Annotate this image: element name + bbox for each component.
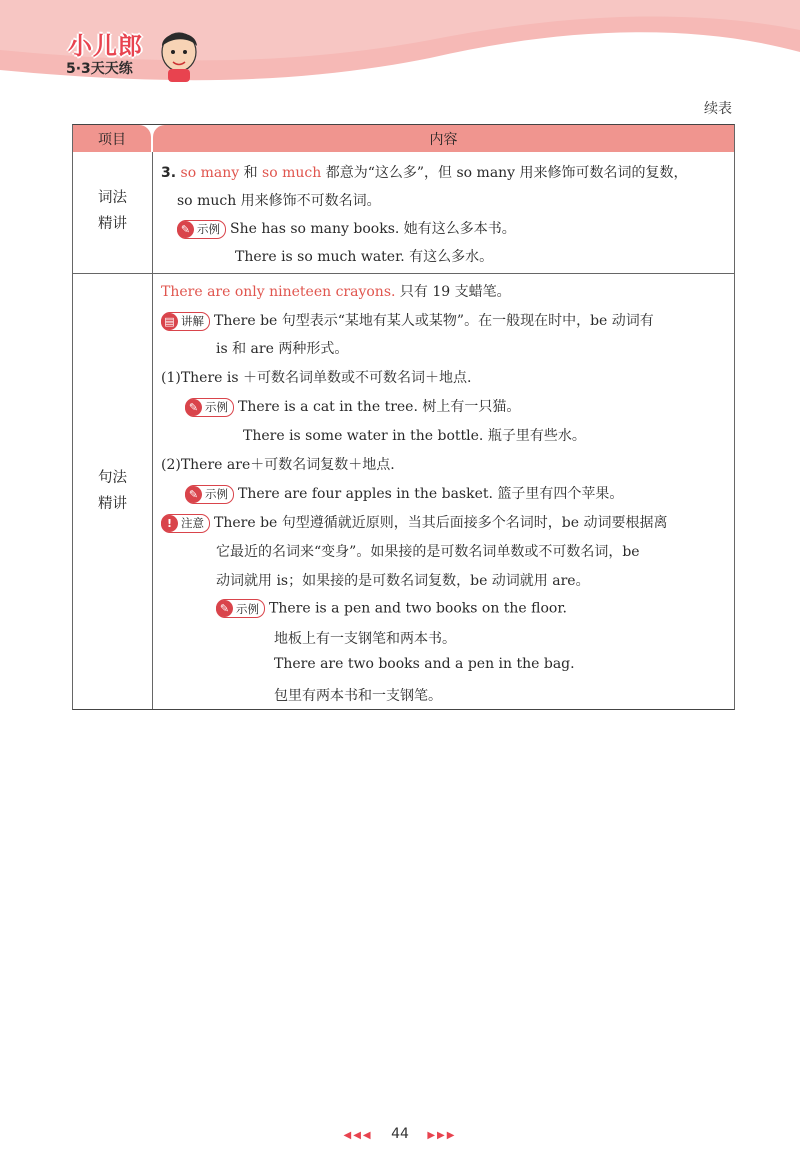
note-tag bbox=[161, 514, 210, 533]
page-number: 44 bbox=[391, 1126, 409, 1142]
header-content: 内容 bbox=[153, 125, 734, 152]
column-divider bbox=[152, 152, 153, 709]
continued-label: 续表 bbox=[704, 101, 732, 117]
note-example-2-translation: 包里有两本书和一支钢笔。 bbox=[274, 688, 442, 704]
note-example-1 bbox=[216, 599, 567, 618]
left-arrows-icon: ◀◀◀ bbox=[343, 1130, 373, 1141]
note-line-2: 它最近的名词来“变身”。如果接的是可数名词单数或不可数名词，be bbox=[216, 544, 640, 560]
right-arrows-icon: ▶▶▶ bbox=[427, 1130, 457, 1141]
brand-logo bbox=[66, 26, 206, 96]
point-2: (2)There are＋可数名词复数＋地点. bbox=[161, 457, 395, 473]
vocab-example-1 bbox=[177, 218, 516, 239]
pencil-icon: ✎ bbox=[177, 221, 194, 238]
example-text: There is a pen and two books on the floor. bbox=[269, 600, 567, 617]
row-label-line: 句法 bbox=[98, 470, 127, 486]
headline-sentence: There are only nineteen crayons. bbox=[161, 284, 396, 300]
row-label-vocab bbox=[73, 185, 152, 237]
header-item: 项目 bbox=[73, 125, 151, 152]
brand-subtitle: 5·3天天练 bbox=[66, 61, 133, 77]
explain-line-1 bbox=[161, 310, 654, 331]
tag-label: 讲解 bbox=[181, 314, 204, 328]
example-tag bbox=[216, 599, 265, 618]
point-2-example-1 bbox=[185, 483, 623, 504]
table-header bbox=[73, 125, 734, 152]
vocab-point-3 bbox=[161, 162, 688, 182]
page-footer bbox=[0, 1126, 800, 1142]
row-label-syntax bbox=[73, 465, 152, 517]
note-line-1 bbox=[161, 512, 667, 533]
note-example-1-translation: 地板上有一支钢笔和两本书。 bbox=[274, 631, 456, 647]
example-text: There is a cat in the tree. 树上有一只猫。 bbox=[238, 399, 521, 415]
pencil-icon: ✎ bbox=[216, 600, 233, 617]
keyword-so-many: so many bbox=[180, 165, 240, 181]
example-tag bbox=[177, 220, 226, 239]
content-table bbox=[72, 124, 735, 710]
example-text: There are four apples in the basket. 篮子里有四个苹果。 bbox=[238, 486, 624, 502]
syntax-headline bbox=[161, 281, 511, 301]
example-text: She has so many books. 她有这么多本书。 bbox=[230, 221, 516, 237]
point-1: (1)There is ＋可数名词单数或不可数名词＋地点. bbox=[161, 370, 472, 386]
tag-label: 注意 bbox=[181, 516, 204, 530]
point-number: 3. bbox=[161, 165, 177, 181]
tag-label: 示例 bbox=[197, 222, 220, 236]
explain-line-2: is 和 are 两种形式。 bbox=[216, 341, 349, 357]
pencil-icon: ✎ bbox=[185, 399, 202, 416]
brand-title: 小儿郎 bbox=[68, 32, 143, 60]
text: 和 bbox=[239, 165, 263, 181]
explain-text: There be 句型表示“某地有某人或某物”。在一般现在时中，be 动词有 bbox=[214, 313, 654, 329]
row-label-line: 词法 bbox=[98, 190, 127, 206]
explain-tag bbox=[161, 312, 210, 331]
example-tag bbox=[185, 485, 234, 504]
note-text: There be 句型遵循就近原则，当其后面接多个名词时，be 动词要根据离 bbox=[214, 515, 668, 531]
headline-translation: 只有 19 支蜡笔。 bbox=[395, 284, 511, 300]
book-icon: ▤ bbox=[161, 313, 178, 330]
note-example-2: There are two books and a pen in the bag. bbox=[274, 656, 575, 672]
row-label-line: 精讲 bbox=[98, 216, 127, 232]
mascot-boy-icon bbox=[154, 24, 204, 84]
tag-label: 示例 bbox=[205, 400, 228, 414]
row-divider bbox=[73, 273, 734, 274]
point-1-example-2: There is some water in the bottle. 瓶子里有些水。 bbox=[243, 428, 586, 444]
example-tag bbox=[185, 398, 234, 417]
text: 都意为“这么多”，但 so many 用来修饰可数名词的复数， bbox=[321, 165, 688, 181]
vocab-example-2: There is so much water. 有这么多水。 bbox=[235, 249, 494, 265]
pencil-icon: ✎ bbox=[185, 486, 202, 503]
note-line-3: 动词就用 is；如果接的是可数名词复数，be 动词就用 are。 bbox=[216, 573, 590, 589]
row-label-line: 精讲 bbox=[98, 496, 127, 512]
keyword-so-much: so much bbox=[262, 165, 322, 181]
point-1-example-1 bbox=[185, 396, 520, 417]
exclamation-icon: ! bbox=[161, 515, 178, 532]
tag-label: 示例 bbox=[236, 601, 259, 616]
vocab-line-2: so much 用来修饰不可数名词。 bbox=[177, 193, 381, 209]
tag-label: 示例 bbox=[205, 487, 228, 501]
